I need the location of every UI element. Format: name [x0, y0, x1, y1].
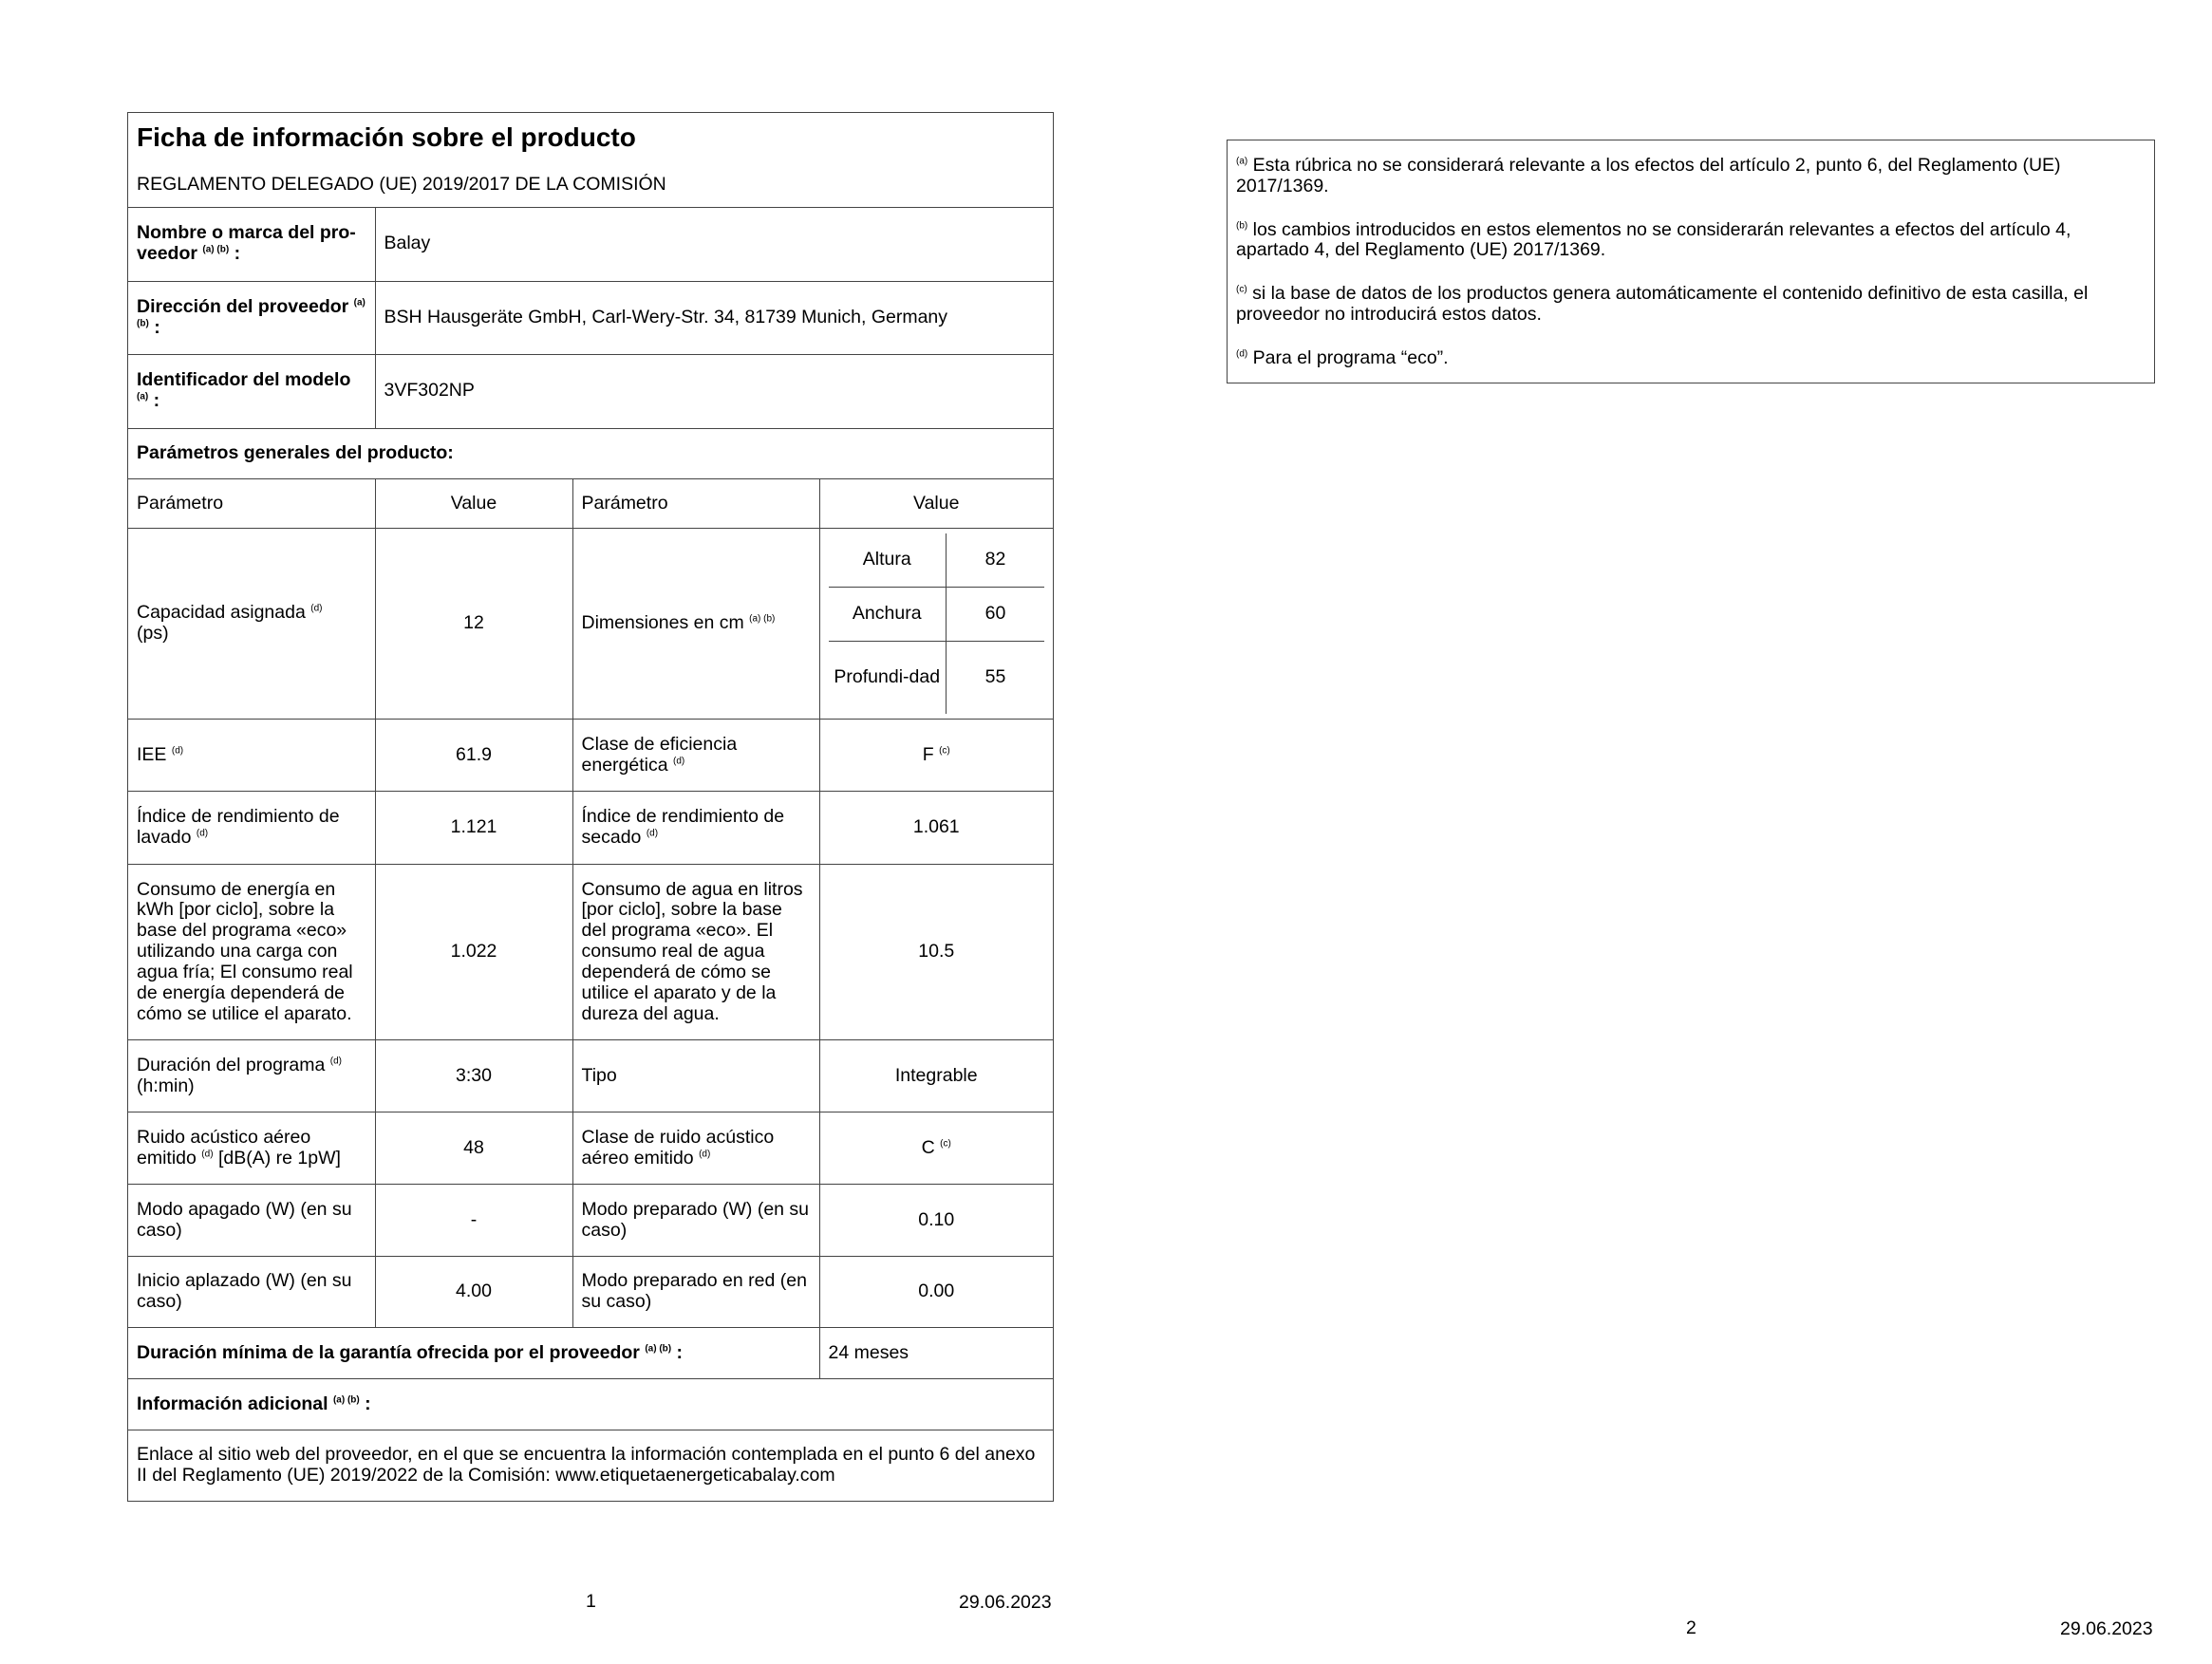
network-standby-label: Modo preparado en red (en su caso): [572, 1257, 819, 1328]
table-row: [128, 529, 1053, 720]
type-label: Tipo: [572, 1040, 819, 1112]
regulation-line: REGLAMENTO DELEGADO (UE) 2019/2017 DE LA COMISIÓN: [137, 174, 666, 195]
footnote-c: $^{(c)}$ si la base de datos de los productos genera automáticamente el contenido definitivo de esta casilla, el proveedor no introducirá estos datos.: [1236, 283, 2089, 326]
table-row: [128, 1185, 1053, 1257]
duration-value: 3:30: [375, 1040, 572, 1112]
footnote-d: $^{(d)}$ Para el programa “eco”.: [1236, 346, 1449, 368]
wash-index-label: Índice de rendimiento de lavado $^{(d)}$: [128, 792, 375, 865]
noise-label: Ruido acústico aéreo emitido $^{(d)}$ [dB(A) re 1pW]: [128, 1112, 375, 1185]
network-standby-value: 0.00: [819, 1257, 1053, 1328]
page-2-number: 2: [1686, 1617, 1696, 1638]
water-consumption-value: 10.5: [819, 865, 1053, 1040]
additional-info-row: [128, 1379, 1053, 1430]
address-value: BSH Hausgeräte GmbH, Carl-Wery-Str. 34, 81739 Munich, Germany: [375, 281, 1053, 354]
dimensions-values: [819, 529, 1053, 720]
product-information-sheet: [127, 112, 1054, 1502]
delay-start-value: 4.00: [375, 1257, 572, 1328]
standby-label: Modo preparado (W) (en su caso): [572, 1185, 819, 1257]
general-params-heading: Parámetros generales del producto:: [128, 428, 1053, 478]
energy-class-value: F $^{(c)}$: [819, 720, 1053, 792]
address-label: Dirección del proveedor $^{(a) (b)}$ :: [128, 281, 375, 354]
iee-value: 61.9: [375, 720, 572, 792]
energy-class-label: Clase de eficiencia energética $^{(d)}$: [572, 720, 819, 792]
type-value: Integrable: [819, 1040, 1053, 1112]
param-header-2: Parámetro: [572, 479, 819, 529]
footnote-a: $^{(a)}$ Esta rúbrica no se considerará relevante a los efectos del artículo 2, punto 6, del Reglamento (UE) 2017/1369.: [1236, 155, 2061, 196]
identity-table: [128, 208, 1053, 478]
param-header-1: Parámetro: [128, 479, 375, 529]
noise-class-label: Clase de ruido acústico aéreo emitido $^{(d)}$: [572, 1112, 819, 1185]
table-row: [128, 865, 1053, 1040]
table-row: [128, 792, 1053, 865]
duration-label: Duración del programa $^{(d)}$ (h:min): [128, 1040, 375, 1112]
page-2-date: 29.06.2023: [2060, 1618, 2153, 1639]
supplier-value: Balay: [375, 208, 1053, 281]
capacity-label: Capacidad asignada $^{(d)}$ (ps): [128, 529, 375, 720]
off-mode-value: -: [375, 1185, 572, 1257]
warranty-row: [128, 1328, 1053, 1379]
additional-info-text: Enlace al sitio web del proveedor, en el que se encuentra la información contemplada en el punto 6 del anexo II del Reglamento (UE) 2019/2022 de la Comisión: www.etiquetaenergeticabalay.com: [128, 1430, 1053, 1501]
energy-consumption-value: 1.022: [375, 865, 572, 1040]
warranty-label: Duración mínima de la garantía ofrecida por el proveedor $^{(a) (b)}$ :: [128, 1328, 819, 1379]
model-label: Identificador del modelo $^{(a)}$ :: [128, 354, 375, 428]
energy-consumption-label: Consumo de energía en kWh [por ciclo], sobre la base del programa «eco» utilizando una carga con agua fría; El consumo real de energía dependerá de cómo se utilice el aparato.: [128, 865, 375, 1040]
noise-value: 48: [375, 1112, 572, 1185]
warranty-value: 24 meses: [819, 1328, 1053, 1379]
table-row: [128, 1112, 1053, 1185]
page-1-date: 29.06.2023: [959, 1592, 1052, 1613]
table-row: [128, 1257, 1053, 1328]
footnote-b: $^{(b)}$ los cambios introducidos en estos elementos no se considerarán relevantes a efectos del artículo 4, apartado 4, del Reglamento (UE) 2017/1369.: [1236, 218, 2071, 261]
sheet-title: Ficha de información sobre el producto: [137, 122, 636, 152]
wash-index-value: 1.121: [375, 792, 572, 865]
value-header-1: Value: [375, 479, 572, 529]
depth-value: 55: [984, 666, 1006, 688]
noise-class-value: C $^{(c)}$: [819, 1112, 1053, 1185]
page-1-number: 1: [586, 1591, 596, 1612]
width-label: Anchura: [829, 588, 947, 642]
water-consumption-label: Consumo de agua en litros [por ciclo], sobre la base del programa «eco». El consumo real de agua dependerá de cómo se utilice el aparato y de la dureza del agua.: [572, 865, 819, 1040]
dry-index-label: Índice de rendimiento de secado $^{(d)}$: [572, 792, 819, 865]
additional-info-label: Información adicional $^{(a) (b)}$ :: [128, 1379, 1053, 1430]
width-value: 60: [947, 588, 1045, 642]
height-value: 82: [947, 533, 1045, 588]
table-row: [128, 720, 1053, 792]
dry-index-value: 1.061: [819, 792, 1053, 865]
table-row: [128, 1040, 1053, 1112]
model-value: 3VF302NP: [375, 354, 1053, 428]
height-label: Altura: [829, 533, 947, 588]
sheet-header: [128, 113, 1053, 208]
capacity-value: 12: [375, 529, 572, 720]
value-header-2: Value: [819, 479, 1053, 529]
parameters-header-row: [128, 479, 1053, 529]
iee-label: IEE $^{(d)}$: [128, 720, 375, 792]
delay-start-label: Inicio aplazado (W) (en su caso): [128, 1257, 375, 1328]
standby-value: 0.10: [819, 1185, 1053, 1257]
dimensions-label: Dimensiones en cm $^{(a) (b)}$: [572, 529, 819, 720]
supplier-label: Nombre o marca del pro-veedor $^{(a) (b)}$ :: [128, 208, 375, 281]
depth-label: Profundi-dad: [829, 642, 947, 715]
footnotes-box: [1227, 140, 2155, 383]
additional-info-text-row: [128, 1430, 1053, 1501]
parameters-table: [128, 478, 1053, 1501]
off-mode-label: Modo apagado (W) (en su caso): [128, 1185, 375, 1257]
